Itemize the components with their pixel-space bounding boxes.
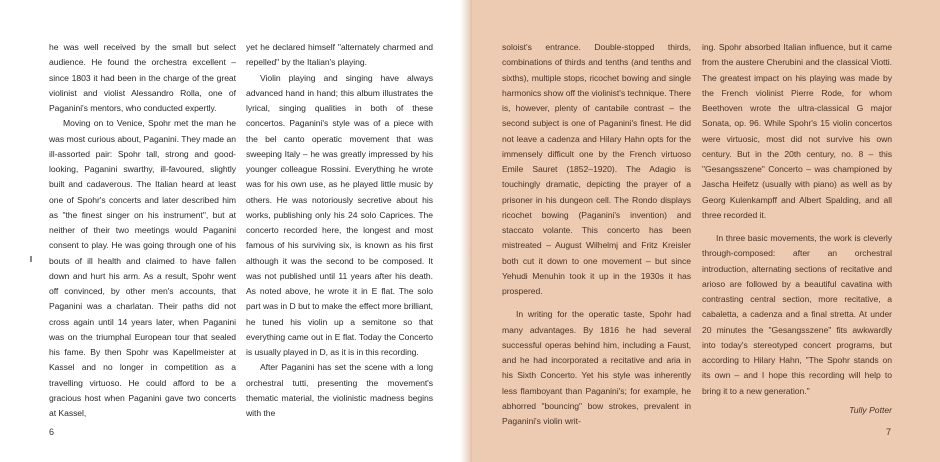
page-number: 7 [886,427,892,437]
paragraph: soloist's entrance. Double-stopped thirds, combinations of thirds and tenths (and tenths and sixths), multiple stops, ricochet bowing and single harmonics show off the violinist's technique. There is, however, plenty of cantabile contrast – the second subject is one of Paganini's finest. He did not leave a cadenza and Hilary Hahn opts for the immensely difficult one by the French virtuoso Emile Sauret (1852–1920). The Adagio is touchingly dramatic, depicting the prayer of a prisoner in his dungeon cell. The Rondo displays ricochet bowing (Paganini's invention) and staccato volante. This concerto has been mistreated – August Wilhelmj and Fritz Kreisler both cut it down to one movement – but since Yehudi Menuhin took it up in the 1930s it has prospered. [502,42,691,296]
left-page-column-1 [49,40,236,421]
page-number: 6 [49,427,55,437]
book-gutter [460,0,472,462]
right-page-column-2 [702,40,892,399]
margin-mark [30,256,32,262]
paragraph: Moving on to Venice, Spohr met the man he was most curious about, Paganini. They made an ill-assorted pair: Spohr tall, strong and good-looking, Paganini swarthy, ill-favoured, slightly built and cadaverous. The Italian heard at least one of Spohr's concerts and later described him as "the finest singer on his instrument", but at neither of their two meetings would Paganini consent to play. He was going through one of his bouts of ill health and claimed to have fallen down and hurt his arm. As a result, Spohr went off convinced, by other men's accounts, that Paganini was a charlatan. Their paths did not cross again until 14 years later, when Paganini was on the triumphal European tour that sealed his fame. By then Spohr was Kapellmeister at Kassel and no longer in competition as a travelling virtuoso. He could afford to be a gracious host when Paganini gave two concerts at Kassel, [49,118,236,418]
paragraph: After Paganini has set the scene with a long orchestral tutti, presenting the movement's thematic material, the violinistic madness begins with the [246,362,433,418]
paragraph: In three basic movements, the work is cleverly through-composed: after an orchestral introduction, alternating sections of recitative and arioso are followed by a beautiful cavatina with contrasting central section, more recitative, a cabaletta, a cadenza and a final stretta. At under 20 minutes the "Gesangsszene" fits awkwardly into today's stereotyped concert programs, but according to Hilary Hahn, "The Spohr stands on its own – and I hope this recording will help to bring it to a new generation." [702,233,892,396]
paragraph: ing. Spohr absorbed Italian influence, but it came from the austere Cherubini and the classical Viotti. The greatest impact on his playing was made by the French violinist Pierre Rode, for whom Beethoven wrote the ultra-classical G major Sonata, op. 96. While Spohr's 15 violin concertos were virtuosic, most did not survive his own century. But in the 20th century, no. 8 – this "Gesangsszene" Concerto – was championed by Jascha Heifetz (usually with piano) as well as by Georg Kulenkampff and Albert Spalding, and all three recorded it. [702,42,892,220]
paragraph: yet he declared himself "alternately charmed and repelled" by the Italian's playing. [246,42,433,68]
right-page [468,0,940,462]
left-page [0,0,468,462]
left-page-column-2 [246,40,433,421]
paragraph: he was well received by the small but select audience. He found the orchestra excellent – since 1803 it had been in the charge of the great violinist and violist Alessandro Rolla, one of Paganini's mentors, who conducted expertly. [49,42,236,113]
author-credit: Tully Potter [849,405,892,415]
paragraph: Violin playing and singing have always advanced hand in hand; this album illustrates the lyrical, singing qualities in both of these concertos. Paganini's style was of a piece with the bel canto operatic movement that was sweeping Italy – he was greatly impressed by his younger colleague Rossini. Everything he wrote was for his own use, as he played little music by others. He was notoriously secretive about his works, publishing only his 24 solo Caprices. The concerto recorded here, the longest and most famous of his surviving six, is known as his first although it was the second to be composed. It was not published until 11 years after his death. As noted above, he wrote it in E flat. The solo part was in D but to make the effect more brilliant, he tuned his violin up a semitone so that everything came out in E flat. Today the Concerto is usually played in D, as it is in this recording. [246,72,433,357]
paragraph: In writing for the operatic taste, Spohr had many advantages. By 1816 he had several successful operas behind him, including a Faust, and he had incorporated a recitative and aria in his Sixth Concerto. Yet his style was inherently less flamboyant than Paganini's; for example, he abhorred "bouncing" bow strokes, prevalent in Paganini's violin writ- [502,309,691,426]
right-page-column-1 [502,40,691,429]
